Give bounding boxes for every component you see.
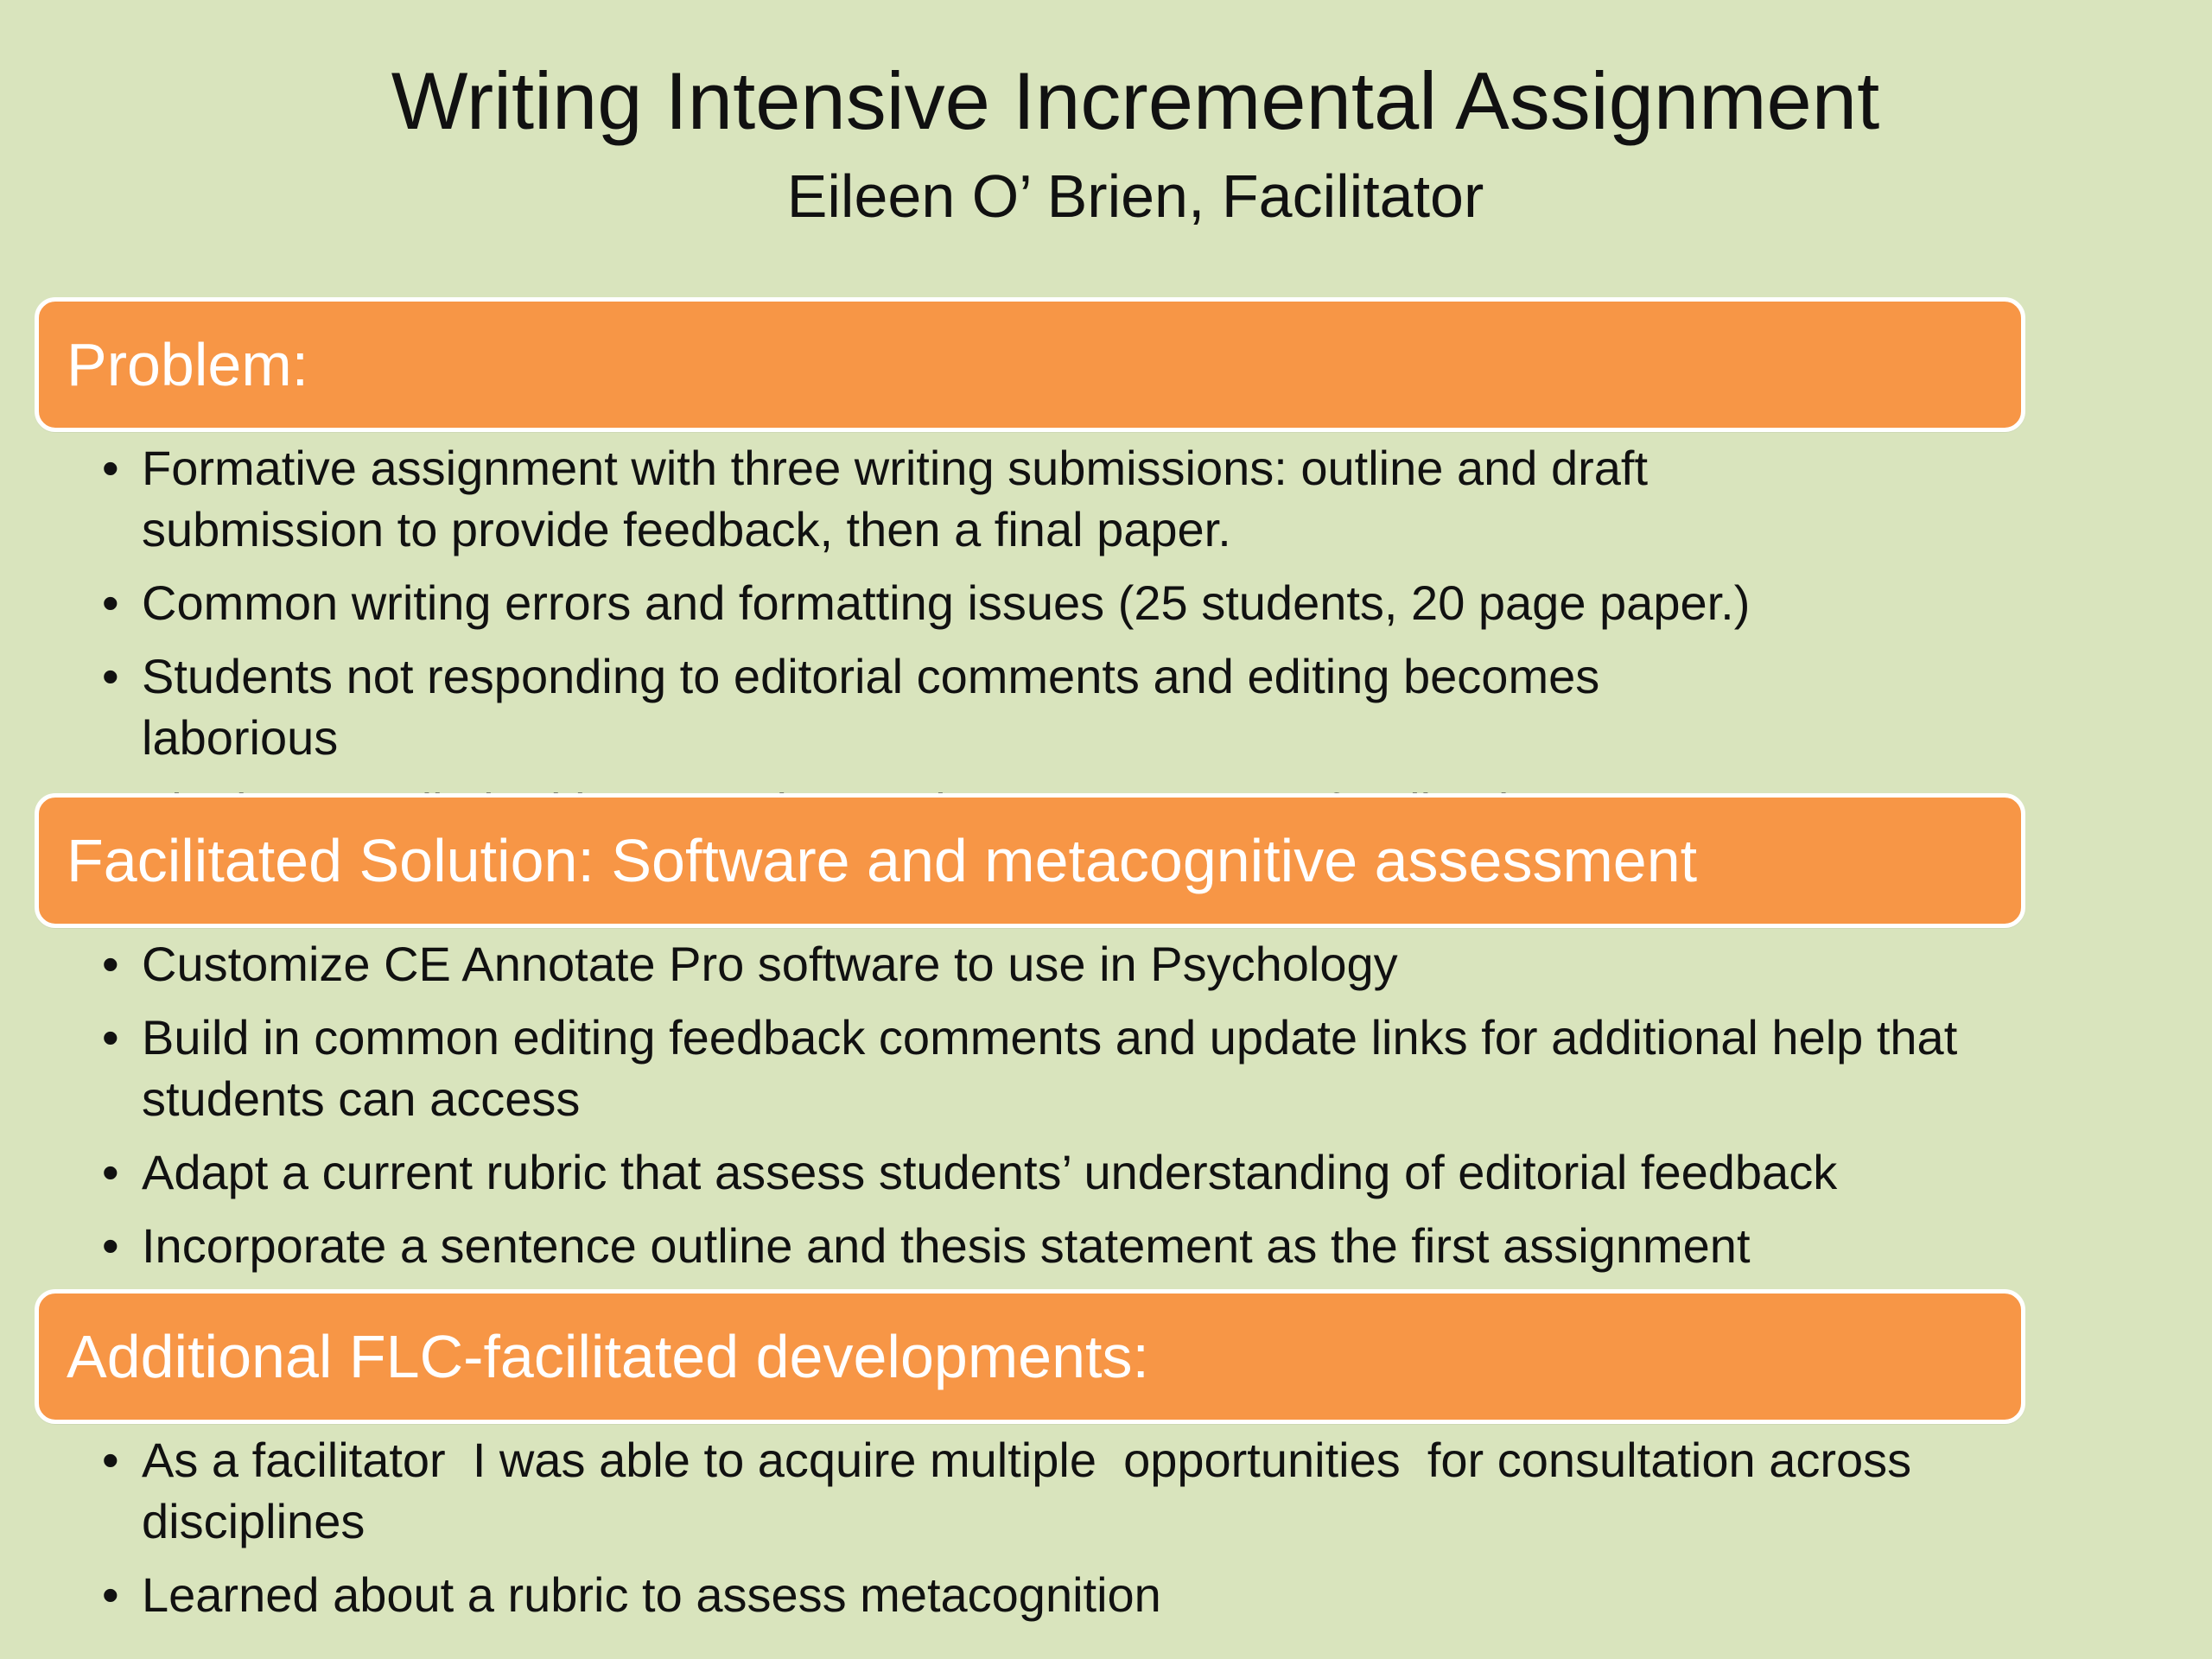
list-item — [102, 437, 1778, 560]
section-heading: Problem: — [67, 331, 309, 398]
bullet-marker: • — [102, 575, 119, 630]
list-item — [102, 572, 1778, 633]
bullet-marker: • — [102, 649, 119, 703]
list-item — [102, 933, 2003, 995]
section-band-additional — [35, 1289, 2025, 1424]
bullet-text: Students not responding to editorial comments and editing becomes laborious — [142, 649, 1600, 765]
list-item — [102, 1564, 1951, 1625]
bullet-marker: • — [102, 1010, 119, 1065]
slide-subtitle: Eileen O’ Brien, Facilitator — [786, 162, 1484, 230]
list-item — [102, 645, 1778, 768]
slide-title: Writing Intensive Incremental Assignment — [391, 55, 1880, 146]
section-heading: Facilitated Solution: Software and metacognitive assessment — [67, 827, 1698, 894]
section-band-problem — [35, 297, 2025, 432]
bullet-text: As a facilitator I was able to acquire multiple opportunities for consultation across disciplines — [142, 1433, 1925, 1548]
bullet-marker: • — [102, 1145, 119, 1199]
bullet-marker: • — [102, 441, 119, 495]
bullet-text: Formative assignment with three writing submissions: outline and draft submission to provide feedback, then a final paper. — [142, 441, 1648, 556]
list-item — [102, 1429, 1951, 1552]
bullet-marker: • — [102, 1218, 119, 1273]
bullet-marker: • — [102, 1567, 119, 1622]
bullet-text: Learned about a rubric to assess metacognition — [142, 1567, 1161, 1622]
bullet-marker: • — [102, 937, 119, 991]
bullet-text: Adapt a current rubric that assess students’ understanding of editorial feedback — [142, 1145, 1838, 1199]
list-item — [102, 1215, 2003, 1276]
bullet-marker: • — [102, 1433, 119, 1487]
list-item — [102, 1141, 2003, 1203]
bullet-text: Build in common editing feedback comments and update links for additional help that students can access — [142, 1010, 1958, 1126]
bullet-list-additional — [102, 1429, 1951, 1637]
list-item — [102, 1007, 2003, 1129]
section-heading: Additional FLC-facilitated developments: — [67, 1323, 1149, 1390]
bullet-text: Customize CE Annotate Pro software to use in Psychology — [142, 937, 1398, 991]
section-band-solution — [35, 793, 2025, 928]
bullet-text: Incorporate a sentence outline and thesis statement as the first assignment — [142, 1218, 1751, 1273]
bullet-list-solution — [102, 933, 2003, 1288]
bullet-text: Common writing errors and formatting issues (25 students, 20 page paper.) — [142, 575, 1751, 630]
bullet-list-problem — [102, 437, 1778, 854]
